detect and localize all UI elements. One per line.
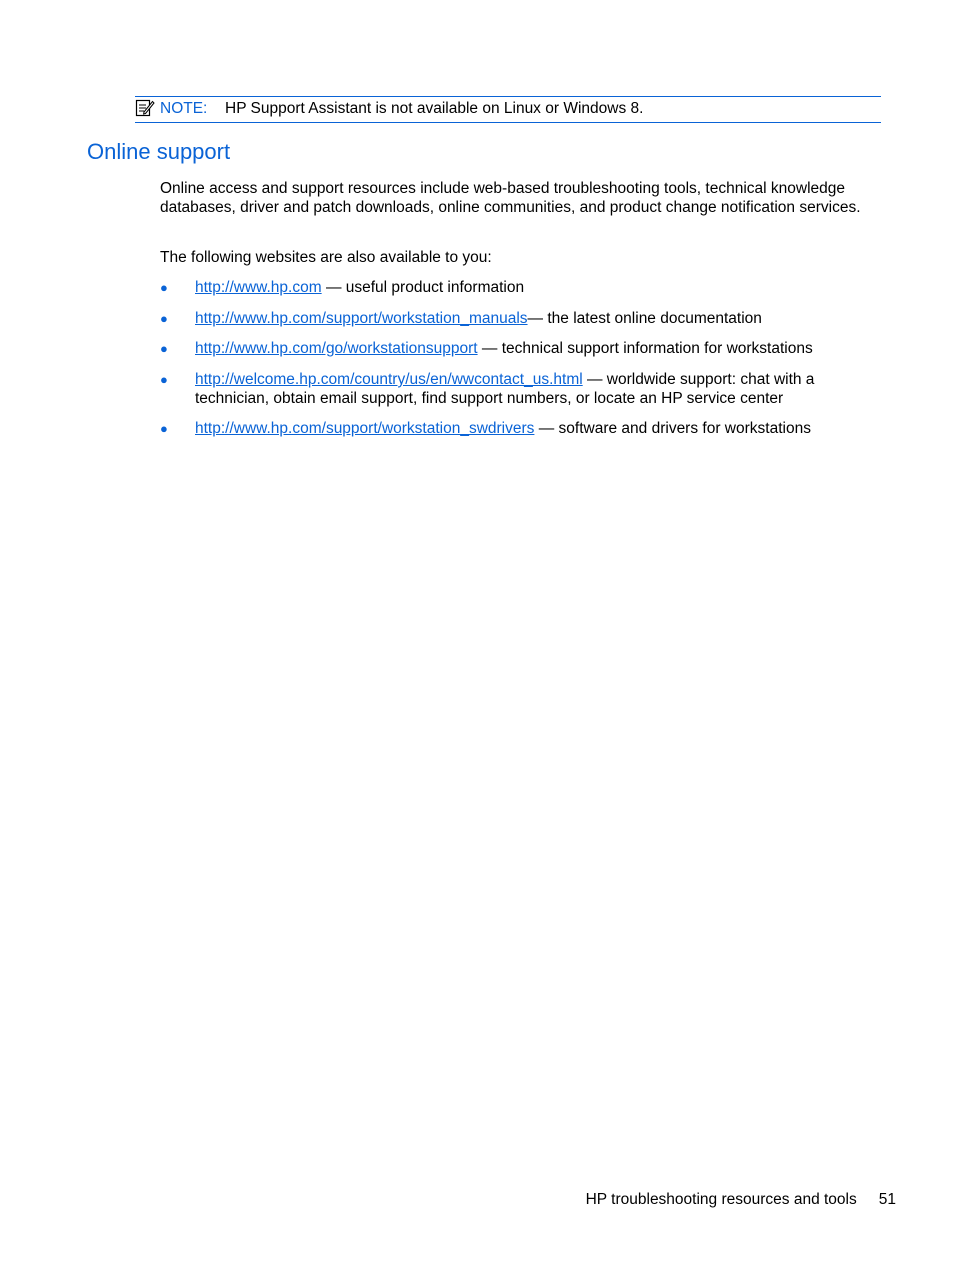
link-workstation-support[interactable]: http://www.hp.com/go/workstationsupport — [195, 340, 478, 357]
link-description: — useful product information — [321, 279, 525, 296]
link-description: — technical support information for workstations — [477, 340, 813, 357]
note-pencil-icon — [135, 98, 155, 118]
link-description: — software and drivers for workstations — [534, 420, 811, 437]
bullet-icon: ● — [160, 311, 168, 326]
link-workstation-manuals[interactable]: http://www.hp.com/support/workstation_manuals — [195, 310, 528, 327]
footer-chapter-title: HP troubleshooting resources and tools — [585, 1191, 857, 1208]
note-text: HP Support Assistant is not available on Linux or Windows 8. — [225, 100, 644, 117]
page-footer — [586, 1191, 896, 1209]
note-label: NOTE: — [160, 100, 208, 117]
note-box — [135, 96, 881, 123]
list-intro: The following websites are also available to you: — [160, 249, 492, 266]
bullet-icon: ● — [160, 421, 168, 436]
link-workstation-drivers[interactable]: http://www.hp.com/support/workstation_swdrivers — [195, 420, 535, 437]
section-title: Online support — [87, 139, 231, 164]
link-description: — worldwide support: chat with a technician, obtain email support, find support numbers, or locate an HP service center — [195, 371, 815, 407]
page-number: 51 — [878, 1191, 896, 1208]
bullet-icon: ● — [160, 372, 168, 387]
link-hp-home[interactable]: http://www.hp.com — [195, 279, 322, 296]
link-worldwide-contact[interactable]: http://welcome.hp.com/country/us/en/wwcontact_us.html — [195, 371, 583, 388]
link-description: — the latest online documentation — [527, 310, 762, 327]
bullet-icon: ● — [160, 280, 168, 295]
intro-paragraph: Online access and support resources include web-based troubleshooting tools, technical knowledge databases, driver and patch downloads, online communities, and product change notification services. — [160, 180, 861, 216]
bullet-icon: ● — [160, 341, 168, 356]
